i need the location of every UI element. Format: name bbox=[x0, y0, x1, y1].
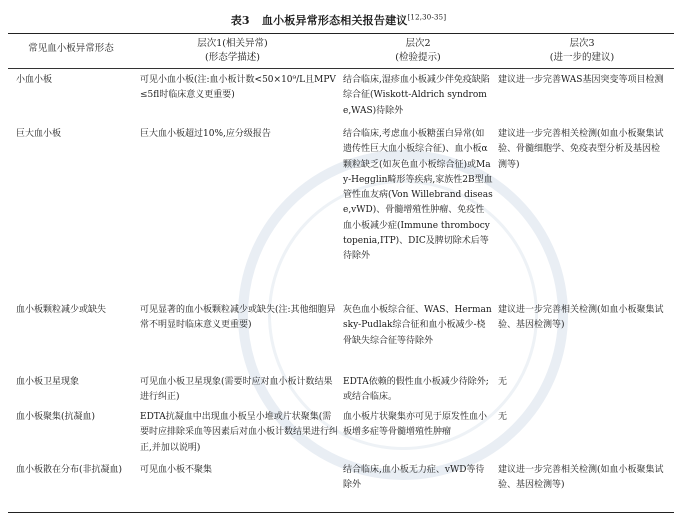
table-refs: [12,30-35] bbox=[407, 13, 447, 22]
row-granule-loss-level2: 灰色血小板综合征、WAS、Hermansky-Pudlak综合征和血小板减少-桡骨缺失综合征等待除外 bbox=[343, 305, 492, 346]
row-giant-platelet-level1: 巨大血小板超过10%,应分级报告 bbox=[140, 129, 271, 139]
header-rule bbox=[8, 68, 674, 69]
row-granule-loss-level1: 可见显著的血小板颗粒减少或缺失(注:其他细胞异常不明显时临床意义更重要) bbox=[140, 305, 336, 331]
header-abnormality: 常见血小板异常形态 bbox=[28, 43, 114, 54]
row-scattered-level1: 可见血小板不聚集 bbox=[140, 465, 213, 475]
row-aggregation-level3: 无 bbox=[498, 412, 508, 422]
table-caption bbox=[0, 12, 677, 28]
table-top-rule bbox=[8, 33, 674, 34]
row-aggregation-level1: EDTA抗凝血中出现血小板呈小堆或片状聚集(需要时应排除采血等因素后对血小板计数结果进行纠正,并加以说明) bbox=[140, 412, 339, 453]
row-satellitism-level2: EDTA依赖的假性血小板减少待除外;或结合临床。 bbox=[343, 377, 489, 403]
row-scattered-abnormality: 血小板散在分布(非抗凝血) bbox=[16, 465, 123, 475]
table-bottom-rule bbox=[8, 512, 674, 513]
row-scattered-level3: 建议进一步完善相关检测(如血小板聚集试验、基因检测等) bbox=[498, 465, 664, 491]
header-level2: 层次2 (检验提示) bbox=[395, 38, 441, 63]
header-level1: 层次1(相关异常) (形态学描述) bbox=[197, 38, 268, 63]
row-aggregation-abnormality: 血小板聚集(抗凝血) bbox=[16, 412, 96, 422]
row-aggregation-level2: 血小板片状聚集亦可见于原发性血小板增多症等骨髓增殖性肿瘤 bbox=[343, 412, 488, 438]
row-satellitism-level3: 无 bbox=[498, 377, 508, 387]
row-small-platelet-level2: 结合临床,湿疹血小板减少伴免疫缺陷综合征(Wiskott-Aldrich syndrome,WAS)待除外 bbox=[343, 75, 490, 116]
row-scattered-level2: 结合临床,血小板无力症、vWD等待除外 bbox=[343, 465, 485, 491]
row-small-platelet-abnormality: 小血小板 bbox=[16, 75, 53, 85]
row-granule-loss-level3: 建议进一步完善相关检测(如血小板聚集试验、基因检测等) bbox=[498, 305, 664, 331]
table-label: 表3 bbox=[230, 14, 250, 27]
row-satellitism-abnormality: 血小板卫星现象 bbox=[16, 377, 80, 387]
row-small-platelet-level3: 建议进一步完善WAS基因突变等项目检测 bbox=[498, 75, 664, 85]
row-satellitism-level1: 可见血小板卫星现象(需要时应对血小板计数结果进行纠正) bbox=[140, 377, 333, 403]
header-level3: 层次3 (进一步的建议) bbox=[549, 38, 615, 63]
row-giant-platelet-level2: 结合临床,考虑血小板糖蛋白异常(如遗传性巨大血小板综合征)、血小板α颗粒缺乏(如灰色血小板综合征)或May-Hegglin畸形等疾病,家族性2B型血管性血友病(Von Willebrand disease,vWD)、骨髓增殖性肿瘤、免疫性血小板减少症(Immune thrombocytopenia,ITP)、DIC及脾切除术后等待除外 bbox=[343, 129, 493, 262]
table-title: 血小板异常形态相关报告建议 bbox=[261, 14, 408, 27]
row-small-platelet-level1: 可见小血小板(注:血小板计数<50×10⁹/L且MPV≤5fl时临床意义更重要) bbox=[140, 75, 336, 101]
row-giant-platelet-abnormality: 巨大血小板 bbox=[16, 129, 62, 139]
row-granule-loss-abnormality: 血小板颗粒减少或缺失 bbox=[16, 305, 107, 315]
row-giant-platelet-level3: 建议进一步完善相关检测(如血小板聚集试验、骨髓细胞学、免疫表型分析及基因检测等) bbox=[498, 129, 664, 170]
